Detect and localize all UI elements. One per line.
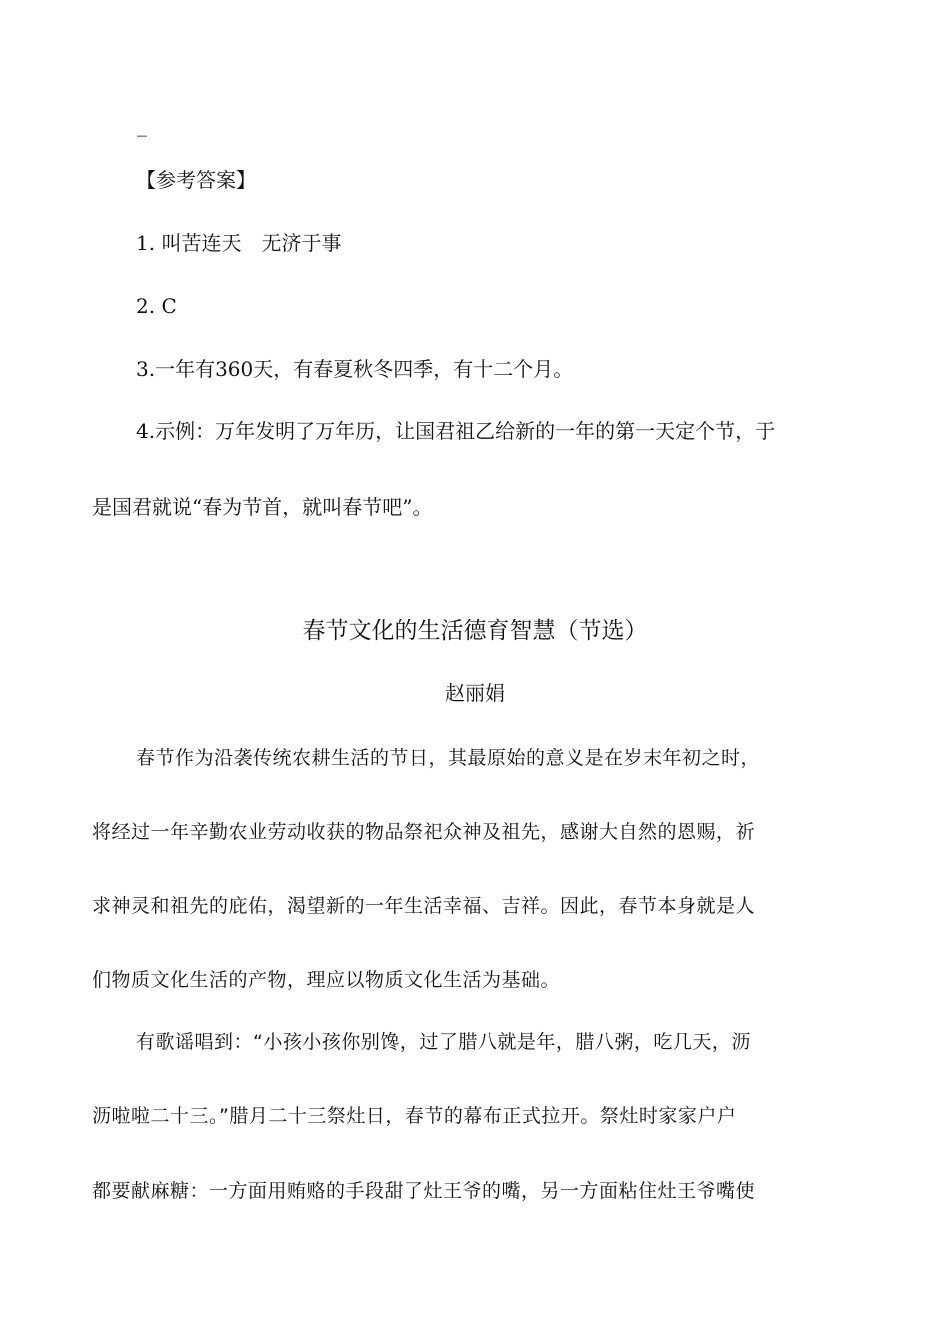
paragraph-2-line-1: 有歌谣唱到：“小孩小孩你别馋，过了腊八就是年，腊八粥，吃几天，沥 <box>136 1031 751 1053</box>
answer-item-1: 1. 叫苦连天 无济于事 <box>136 231 342 255</box>
article-title: 春节文化的生活德育智慧（节选） <box>302 618 648 644</box>
answer-item-3: 3.一年有360天，有春夏秋冬四季，有十二个月。 <box>136 357 574 381</box>
answer-item-4-line-2: 是国君就说“春为节首，就叫春节吧”。 <box>92 495 433 519</box>
paragraph-1-line-1: 春节作为沿袭传统农耕生活的节日，其最原始的意义是在岁末年初之时， <box>136 747 761 769</box>
answer-dash: _ <box>137 113 147 137</box>
answer-heading: 【参考答案】 <box>136 168 256 192</box>
paragraph-1-line-4: 们物质文化生活的产物，理应以物质文化生活为基础。 <box>92 969 561 991</box>
article-author: 赵丽娟 <box>445 681 505 705</box>
paragraph-2-line-2: 沥啦啦二十三。”腊月二十三祭灶日，春节的幕布正式拉开。祭灶时家家户户 <box>92 1105 737 1127</box>
paragraph-1-line-3: 求神灵和祖先的庇佑，渴望新的一年生活幸福、吉祥。因此，春节本身就是人 <box>92 895 756 917</box>
answer-item-2: 2. C <box>136 294 177 318</box>
answer-item-4-line-1: 4.示例：万年发明了万年历，让国君祖乙给新的一年的第一天定个节，于 <box>136 419 776 443</box>
paragraph-1-line-2: 将经过一年辛勤农业劳动收获的物品祭祀众神及祖先，感谢大自然的恩赐，祈 <box>92 821 756 843</box>
paragraph-2-line-3: 都要献麻糖：一方面用贿赂的手段甜了灶王爷的嘴，另一方面粘住灶王爷嘴使 <box>92 1180 756 1202</box>
